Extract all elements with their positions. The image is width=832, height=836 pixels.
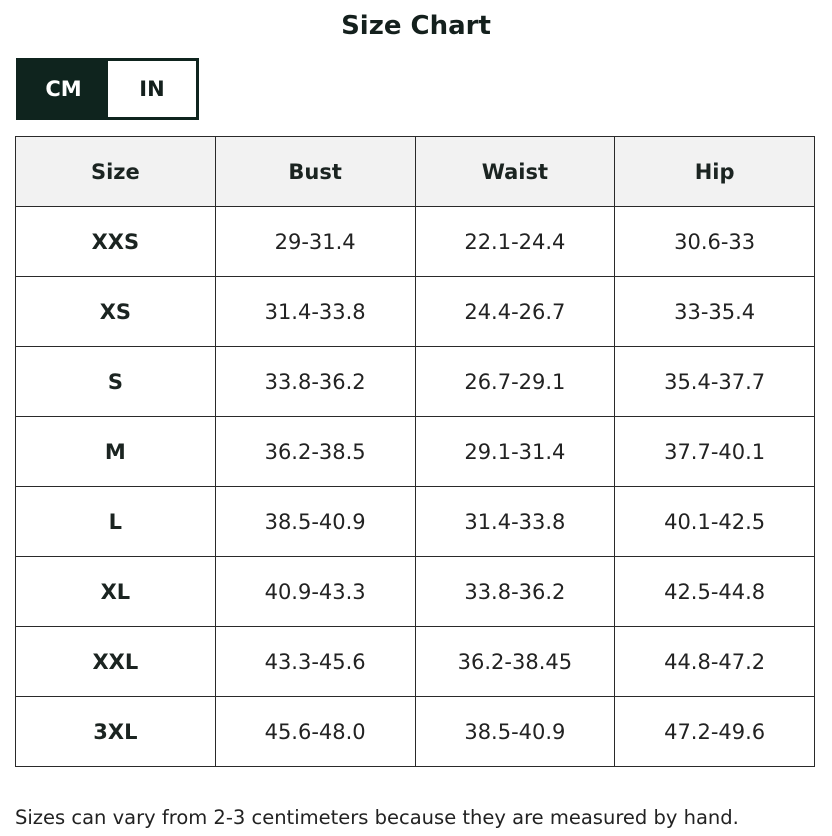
column-header-size: Size (16, 137, 216, 207)
waist-cell: 22.1-24.4 (415, 207, 615, 277)
column-header-hip: Hip (615, 137, 815, 207)
waist-cell: 31.4-33.8 (415, 487, 615, 557)
table-row (16, 277, 815, 347)
hip-cell: 40.1-42.5 (615, 487, 815, 557)
table-row (16, 487, 815, 557)
waist-cell: 38.5-40.9 (415, 697, 615, 767)
table-row (16, 697, 815, 767)
unit-in-button[interactable]: IN (108, 61, 196, 117)
size-cell: XXS (16, 207, 216, 277)
waist-cell: 26.7-29.1 (415, 347, 615, 417)
bust-cell: 33.8-36.2 (215, 347, 415, 417)
bust-cell: 36.2-38.5 (215, 417, 415, 487)
bust-cell: 29-31.4 (215, 207, 415, 277)
waist-cell: 36.2-38.45 (415, 627, 615, 697)
size-cell: XXL (16, 627, 216, 697)
table-row (16, 627, 815, 697)
table-row (16, 347, 815, 417)
column-header-waist: Waist (415, 137, 615, 207)
size-cell: XL (16, 557, 216, 627)
unit-toggle (16, 58, 199, 120)
hip-cell: 42.5-44.8 (615, 557, 815, 627)
size-cell: L (16, 487, 216, 557)
hip-cell: 30.6-33 (615, 207, 815, 277)
bust-cell: 31.4-33.8 (215, 277, 415, 347)
size-cell: 3XL (16, 697, 216, 767)
bust-cell: 40.9-43.3 (215, 557, 415, 627)
waist-cell: 24.4-26.7 (415, 277, 615, 347)
page-title: Size Chart (341, 11, 491, 41)
hip-cell: 47.2-49.6 (615, 697, 815, 767)
measurement-note: Sizes can vary from 2-3 centimeters because they are measured by hand. (15, 806, 739, 829)
waist-cell: 33.8-36.2 (415, 557, 615, 627)
table-row (16, 557, 815, 627)
size-chart-table (15, 136, 815, 767)
table-header-row (16, 137, 815, 207)
hip-cell: 33-35.4 (615, 277, 815, 347)
bust-cell: 38.5-40.9 (215, 487, 415, 557)
size-cell: XS (16, 277, 216, 347)
unit-cm-button[interactable]: CM (19, 61, 108, 117)
size-cell: S (16, 347, 216, 417)
hip-cell: 44.8-47.2 (615, 627, 815, 697)
waist-cell: 29.1-31.4 (415, 417, 615, 487)
bust-cell: 45.6-48.0 (215, 697, 415, 767)
column-header-bust: Bust (215, 137, 415, 207)
table-row (16, 417, 815, 487)
hip-cell: 35.4-37.7 (615, 347, 815, 417)
bust-cell: 43.3-45.6 (215, 627, 415, 697)
size-cell: M (16, 417, 216, 487)
hip-cell: 37.7-40.1 (615, 417, 815, 487)
table-row (16, 207, 815, 277)
